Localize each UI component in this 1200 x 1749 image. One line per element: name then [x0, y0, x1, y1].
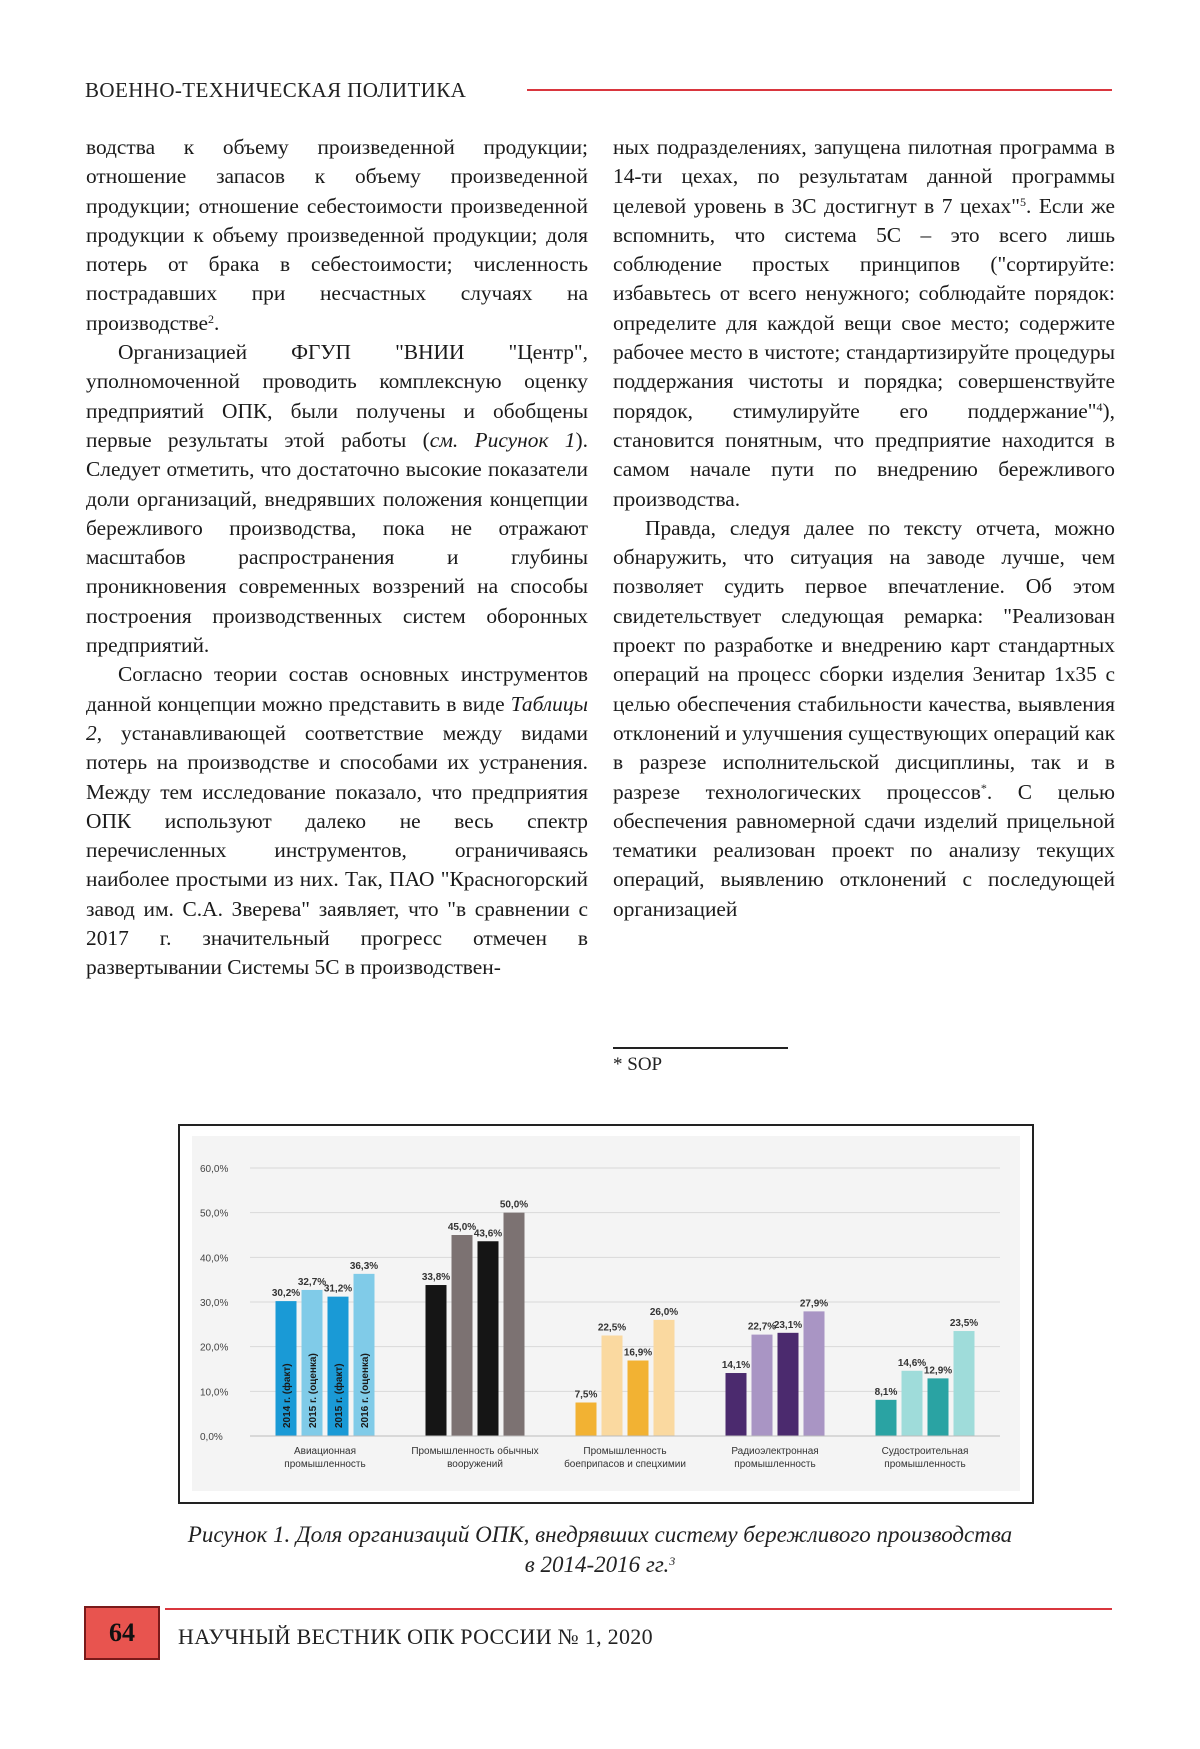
data-label: 31,2%	[323, 1283, 353, 1295]
right-column	[613, 133, 1115, 924]
data-label: 22,5%	[597, 1322, 627, 1334]
data-label: 16,9%	[623, 1347, 653, 1359]
category-label: Радиоэлектронная	[731, 1446, 819, 1457]
bar	[576, 1403, 597, 1437]
left-paragraph-1	[86, 133, 588, 338]
y-tick-label: 20,0%	[200, 1342, 229, 1354]
left-p2-text-a: Организацией ФГУП "ВНИИ "Центр", уполномоченной проводить комплексную оценку предприятий ОПК, были получены и обобщены первые результаты этой работы (	[86, 340, 588, 452]
bar	[928, 1378, 949, 1436]
category-label: промышленность	[734, 1459, 816, 1470]
data-label: 23,1%	[773, 1319, 803, 1331]
bar-chart	[192, 1136, 1020, 1491]
data-label: 26,0%	[649, 1306, 679, 1318]
bar	[752, 1335, 773, 1436]
footnote: * SOP	[613, 1054, 663, 1075]
data-label: 36,3%	[349, 1260, 379, 1272]
caption-line-1: Рисунок 1. Доля организаций ОПК, внедрявших систему бережливого производства	[187, 1522, 1013, 1547]
right-paragraph-1	[613, 133, 1115, 514]
bar	[954, 1331, 975, 1436]
category-label: Промышленность	[583, 1446, 667, 1457]
right-p1-text-c: ), становится понятным, что предприятие находится в самом начале пути по внедрению бережливого производства.	[613, 398, 1115, 511]
category-label: вооружений	[447, 1459, 503, 1470]
y-tick-label: 10,0%	[200, 1387, 229, 1399]
bar	[628, 1361, 649, 1436]
left-p1-end: .	[213, 310, 220, 335]
footer-rule	[165, 1608, 1112, 1610]
right-p2-text-b: . С целью обеспечения равномерной сдачи изделий прицельной тематики реализован проект по анализу текущих операций, выявлению отклонений с последующей организацией	[613, 779, 1115, 921]
data-label: 32,7%	[297, 1276, 327, 1288]
y-tick-label: 0,0%	[200, 1432, 223, 1443]
bar	[902, 1371, 923, 1436]
data-label: 23,5%	[949, 1318, 979, 1330]
y-tick-label: 50,0%	[200, 1208, 229, 1220]
figure-caption	[100, 1520, 1100, 1580]
footnote-rule	[613, 1047, 788, 1049]
series-label: 2015 г. (оценка)	[308, 1353, 319, 1428]
series-label: 2015 г. (факт)	[334, 1363, 345, 1428]
y-tick-label: 30,0%	[200, 1298, 229, 1309]
figure-reference: см. Рисунок 1	[429, 427, 576, 452]
table-reference: Таблицы 2	[86, 691, 588, 745]
left-paragraph-2	[86, 338, 588, 660]
right-p1-text-a: ных подразделениях, запущена пилотная программа в 14-ти цехах, по результатам данной программы целевой уровень в 3С достигнут в 7 цехах"	[613, 135, 1115, 218]
bar	[426, 1285, 447, 1436]
bar	[726, 1373, 747, 1436]
caption-footnote-ref: 3	[669, 1554, 676, 1568]
category-label: Промышленность обычных	[411, 1446, 539, 1457]
journal-title: НАУЧНЫЙ ВЕСТНИК ОПК РОССИИ № 1, 2020	[178, 1624, 653, 1649]
right-p2-text-a: Правда, следуя далее по тексту отчета, можно обнаружить, что ситуация на заводе лучше, чем позволяет судить первое впечатление. Об этом свидетельствует следующая ремарка: "Реализован проект по разработке и внедрению карт стандартных операций на процесс сборки изделия Зенитар 1х35 с целью обеспечения стабильности качества, выявления отклонений и улучшения существующих операций как в разрезе исполнительской дисциплины, так и в разрезе технологических процессов	[613, 515, 1115, 804]
data-label: 14,6%	[897, 1357, 927, 1369]
data-label: 8,1%	[874, 1386, 898, 1398]
right-p1-text-b: . Если же вспомнить, что система 5С – это всего лишь соблюдение простых принципов ("сортируйте: избавьтесь от всего ненужного; соблюдайте порядок: определите для каждой вещи свое место; содержите рабочее место в чистоте; стандартизируйте процедуры поддержания чистоты и порядка; совершенствуйте порядок, стимулируйте его поддержание"	[613, 193, 1116, 423]
data-label: 43,6%	[473, 1228, 503, 1240]
category-label: промышленность	[284, 1459, 366, 1470]
category-label: Авиационная	[293, 1446, 357, 1457]
data-label: 30,2%	[271, 1288, 301, 1300]
figure-frame	[178, 1124, 1034, 1504]
left-p1-text: водства к объему произведенной продукции; отношение запасов к объему произведенной продукции; отношение себестоимости произведенной продукции к объему произведенной продукции; доля потерь от брака в себестоимости; численность пострадавших при несчастных случаях на производстве	[86, 135, 588, 335]
data-label: 7,5%	[574, 1389, 598, 1401]
series-label: 2014 г. (факт)	[282, 1363, 293, 1428]
right-p2-footnote-ref: *	[980, 780, 987, 795]
y-tick-label: 60,0%	[200, 1164, 229, 1175]
data-label: 27,9%	[799, 1298, 829, 1310]
bar	[876, 1400, 897, 1436]
category-label: боеприпасов и спецхимии	[564, 1459, 686, 1470]
bar	[804, 1311, 825, 1436]
left-p3-text-b: , устанавливающей соответствие между видами потерь на производстве и способами их устранения. Между тем исследование показало, что предприятия ОПК используют далеко не весь спектр перечисленных инструментов, ограничиваясь наиболее простыми из них. Так, ПАО "Красногорский завод им. С.А. Зверева" заявляет, что "в сравнении с 2017 г. значительный прогресс отмечен в развертывании Системы 5С в производствен-	[86, 720, 588, 980]
running-head: ВОЕННО-ТЕХНИЧЕСКАЯ ПОЛИТИКА	[85, 78, 467, 102]
left-p1-footnote-ref: 2	[207, 311, 214, 326]
bar	[654, 1320, 675, 1436]
bar	[478, 1241, 499, 1436]
bar	[504, 1213, 525, 1436]
category-label: промышленность	[884, 1459, 966, 1470]
bar	[602, 1336, 623, 1437]
caption-line-2	[100, 1550, 1100, 1580]
left-p2-text-b: ). Следует отметить, что достаточно высокие показатели доли организаций, внедрявших положения концепции бережливого производства, пока не отражают масштабов распространения и глубины проникновения современных воззрений на способы построения производственных систем оборонных предприятий.	[86, 427, 588, 658]
data-label: 12,9%	[923, 1365, 953, 1377]
data-label: 33,8%	[421, 1272, 451, 1284]
left-p3-text-a: Согласно теории состав основных инструментов данной концепции можно представить в виде	[86, 662, 588, 716]
page-number: 64	[84, 1606, 160, 1660]
header-rule	[527, 89, 1112, 91]
right-p1-footnote-ref-2: 4	[1096, 399, 1103, 414]
data-label: 22,7%	[747, 1321, 777, 1333]
y-tick-label: 40,0%	[200, 1253, 229, 1265]
caption-line-2-text: в 2014-2016 гг.	[524, 1552, 670, 1577]
right-paragraph-2	[613, 514, 1115, 924]
left-paragraph-3	[86, 660, 588, 982]
right-p1-footnote-ref-1: 5	[1019, 194, 1026, 209]
data-label: 50,0%	[499, 1199, 529, 1211]
bar	[778, 1333, 799, 1436]
data-label: 45,0%	[447, 1222, 477, 1233]
category-label: Судостроительная	[881, 1446, 969, 1457]
bar	[452, 1235, 473, 1436]
left-column	[86, 133, 588, 983]
series-label: 2016 г. (оценка)	[360, 1353, 371, 1428]
data-label: 14,1%	[721, 1360, 751, 1372]
